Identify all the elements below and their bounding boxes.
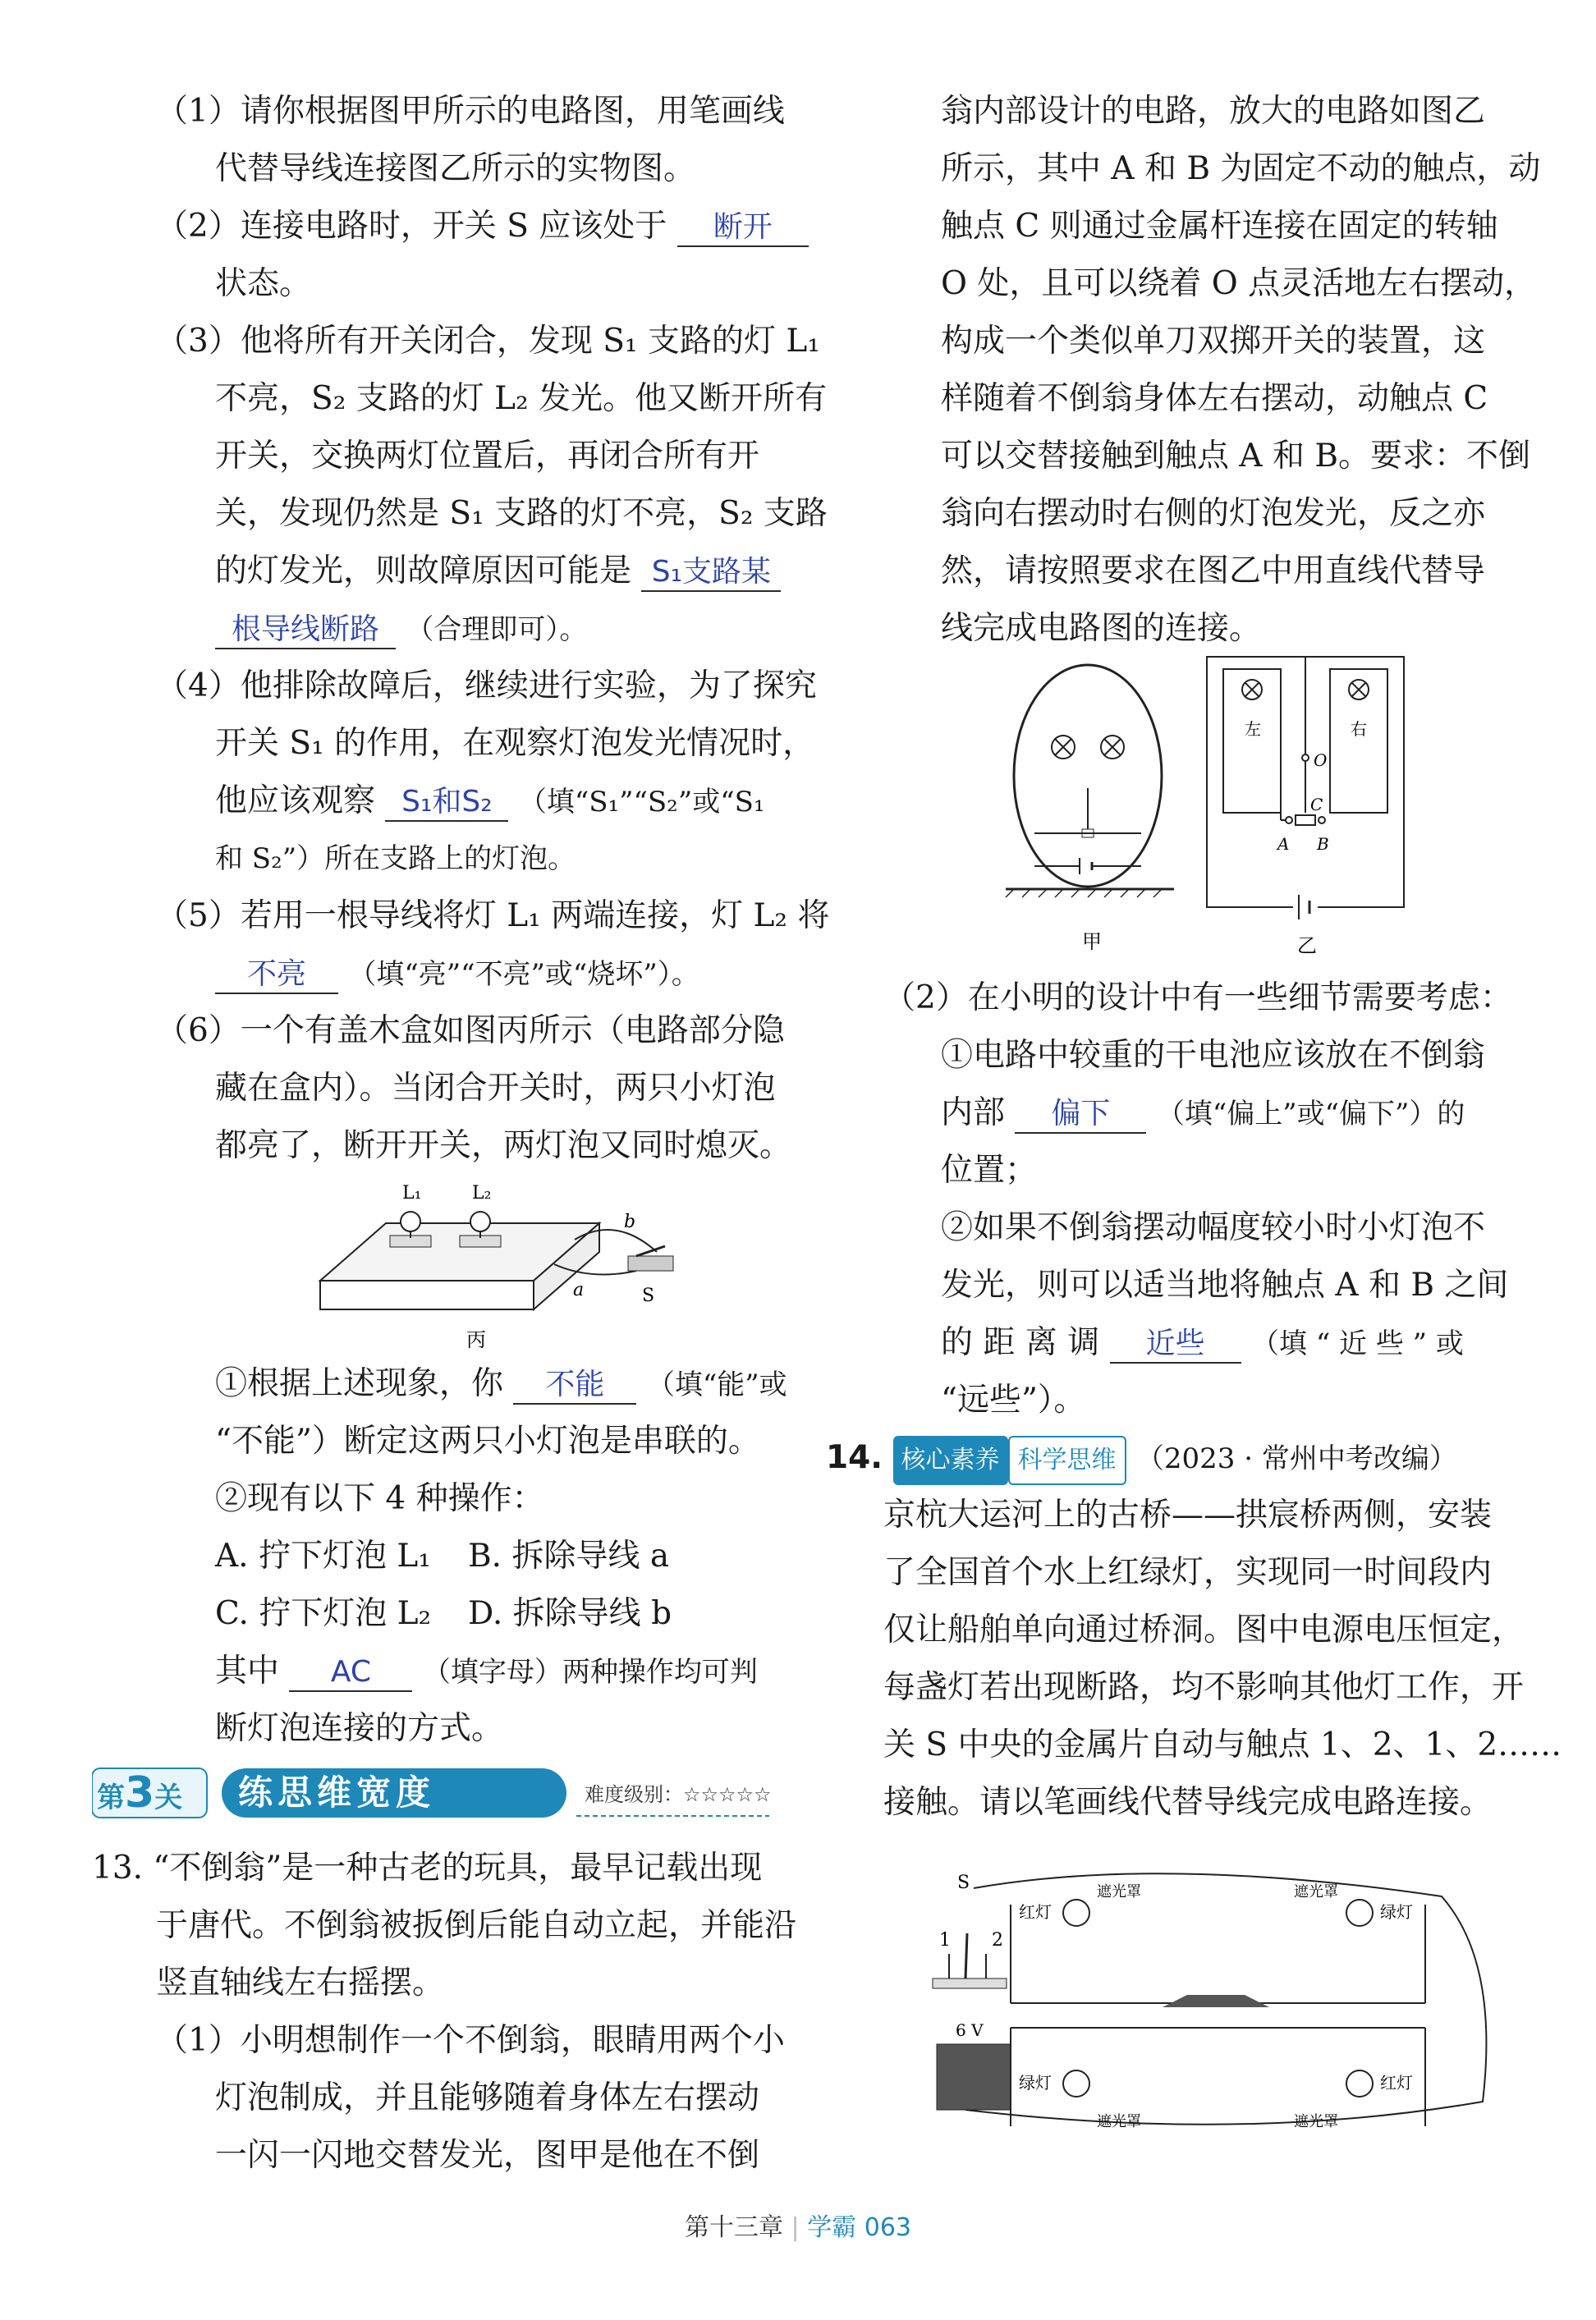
q14-number: 14. [826, 1439, 883, 1476]
footer-brand: 学霸 [807, 2213, 857, 2242]
q13-cont-1: 翁内部设计的电路，放大的电路如图乙 [941, 93, 1486, 130]
q13-line6: 一闪一闪地交替发光，图甲是他在不倒 [215, 2137, 760, 2174]
label-a: a [573, 1280, 585, 1300]
q3-answer-part2: 根导线断路 [215, 612, 396, 649]
q13-cont-10: 线完成电路图的连接。 [941, 610, 1262, 647]
q13-2b-line3 [941, 1320, 1464, 1367]
q13-line4: （1）小明想制作一个不倒翁，眼睛用两个小 [156, 2022, 785, 2059]
q3-text: 的灯发光，则故障原因可能是 [215, 552, 632, 589]
q3-line2: 不亮，S₂ 支路的灯 L₂ 发光。他又断开所有 [215, 380, 828, 417]
q6-3-text: 其中 [215, 1653, 280, 1690]
q6-1-text: ①根据上述现象，你 [215, 1365, 504, 1402]
q3-line3: 开关，交换两灯位置后，再闭合所有开 [215, 438, 760, 475]
q6-line1: （6）一个有盖木盒如图丙所示（电路部分隐 [156, 1012, 785, 1049]
q13-cont-7: 可以交替接触到触点 A 和 B。要求：不倒 [941, 438, 1531, 475]
q4-post: （填“S₁”“S₂”或“S₁ [518, 786, 765, 818]
q14-line5: 关 S 中央的金属片自动与触点 1、2、1、2…… [883, 1726, 1562, 1763]
banner-title: 练思维宽度 [238, 1772, 436, 1813]
figure-bridge [916, 1864, 1491, 2143]
banner-level-label [97, 1768, 182, 1818]
q13-2-line2: ①电路中较重的干电池应该放在不倒翁 [941, 1037, 1486, 1074]
q6-3-line2: 断灯泡连接的方式。 [215, 1710, 504, 1747]
q13-2b-answer: 近些 [1110, 1326, 1241, 1364]
q6-3-line1 [215, 1648, 758, 1695]
q13-cont-8: 翁向右摆动时右侧的灯泡发光，反之亦 [941, 495, 1486, 532]
label-B: B [1317, 834, 1329, 854]
q5-post: （填“亮”“不亮”或“烧坏”）。 [348, 958, 699, 991]
q6-2-line: ②现有以下 4 种操作： [215, 1480, 544, 1517]
q14-line3: 仅让船舶单向通过桥洞。图中电源电压恒定， [883, 1612, 1525, 1648]
figure-jia-yi [1002, 653, 1412, 965]
q13-2b-line2: 发光，则可以适当地将触点 A 和 B 之间 [941, 1267, 1509, 1304]
q5-answer: 不亮 [215, 956, 338, 994]
label-shade-1: 遮光罩 [1097, 1883, 1141, 1900]
banner-number: 3 [125, 1768, 155, 1818]
q13-line1: 13. “不倒翁”是一种古老的玩具，最早记载出现 [92, 1850, 763, 1887]
label-red-light-bottom: 红灯 [1380, 2073, 1413, 2093]
q2-post: 状态。 [215, 265, 312, 302]
q6-3-post: （填字母）两种操作均可判 [422, 1656, 758, 1689]
q6-1-line2: “不能”）断定这两只小灯泡是串联的。 [215, 1423, 760, 1460]
q13-2b-line4: “远些”）。 [941, 1382, 1086, 1419]
q1-line1: （1）请你根据图甲所示的电路图，用笔画线 [156, 93, 785, 130]
label-b: b [624, 1212, 636, 1232]
caption-yi: 乙 [1297, 934, 1317, 957]
q4-text: 他应该观察 [215, 782, 376, 819]
option-B: B. 拆除导线 a [468, 1538, 670, 1575]
label-green-light-bottom: 绿灯 [1019, 2073, 1052, 2093]
q13-cont-6: 样随着不倒翁身体左右摆动，动触点 C [941, 380, 1488, 417]
label-shade-3: 遮光罩 [1097, 2113, 1141, 2130]
q6-line3: 都亮了，断开开关，两灯泡又同时熄灭。 [215, 1127, 792, 1164]
label-contact-2: 2 [992, 1930, 1003, 1951]
q2-text: （2）连接电路时，开关 S 应该处于 [156, 208, 667, 245]
q2-answer: 断开 [677, 209, 809, 247]
q4-line3 [215, 778, 765, 825]
q13-2b-line1: ②如果不倒翁摆动幅度较小时小灯泡不 [941, 1209, 1486, 1246]
page-number: 063 [864, 2213, 911, 2242]
tag-scientific-thinking: 科学思维 [1008, 1436, 1126, 1485]
q13-2a-line [941, 1090, 1465, 1137]
label-L2: L₂ [472, 1183, 492, 1204]
difficulty-rating: 难度级别：☆☆☆☆☆ [585, 1783, 772, 1806]
q14-line2: 了全国首个水上红绿灯，实现同一时间段内 [883, 1554, 1493, 1591]
q14-source: （2023 · 常州中考改编） [1135, 1442, 1457, 1475]
q5-line1: （5）若用一根导线将灯 L₁ 两端连接，灯 L₂ 将 [156, 897, 830, 934]
q4-answer: S₁和S₂ [385, 784, 508, 822]
q13-cont-5: 构成一个类似单刀双掷开关的装置，这 [941, 323, 1486, 360]
label-contact-1: 1 [939, 1930, 951, 1951]
section-banner [92, 1763, 773, 1824]
q1-line2: 代替导线连接图乙所示的实物图。 [215, 150, 696, 187]
q13-line2: 于唐代。不倒翁被扳倒后能自动立起，并能沿 [156, 1907, 797, 1944]
q4-line2: 开关 S₁ 的作用，在观察灯泡发光情况时， [215, 725, 815, 762]
q13-cont-4: O 处，且可以绕着 O 点灵活地左右摆动， [941, 265, 1537, 302]
footer-chapter: 第十三章 [684, 2213, 783, 2242]
q6-1-post: （填“能”或 [646, 1369, 787, 1401]
q4-line4: 和 S₂”）所在支路上的灯泡。 [215, 842, 576, 875]
label-O: O [1314, 750, 1328, 770]
tag-core-literacy: 核心素养 [893, 1436, 1008, 1485]
q3-line4: 关，发现仍然是 S₁ 支路的灯不亮，S₂ 支路 [215, 495, 828, 532]
q14-line6: 接触。请以笔画线代替导线完成电路连接。 [883, 1784, 1493, 1821]
option-D: D. 拆除导线 b [468, 1595, 672, 1632]
label-voltage: 6 V [956, 2020, 984, 2040]
q4-line1: （4）他排除故障后，继续进行实验，为了探究 [156, 667, 817, 704]
q3-line6 [215, 606, 587, 653]
label-right: 右 [1351, 719, 1367, 739]
label-red-light-top: 红灯 [1019, 1902, 1052, 1922]
q13-2a-line2: 位置； [941, 1152, 1038, 1189]
label-shade-4: 遮光罩 [1294, 2113, 1338, 2130]
figure-bing [312, 1174, 690, 1355]
option-C: C. 拧下灯泡 L₂ [215, 1595, 432, 1632]
q5-line2 [215, 951, 699, 997]
q3-answer-part1: S₁支路某 [641, 554, 781, 592]
q6-3-answer: AC [289, 1654, 412, 1692]
label-L1: L₁ [402, 1183, 422, 1204]
q6-line2: 藏在盒内）。当闭合开关时，两只小灯泡 [215, 1070, 776, 1107]
banner-post: 关 [154, 1781, 183, 1814]
q3-line1: （3）他将所有开关闭合，发现 S₁ 支路的灯 L₁ [156, 323, 820, 360]
page-footer: 第十三章 | 学霸 063 [684, 2213, 911, 2242]
label-shade-2: 遮光罩 [1294, 1883, 1338, 1900]
option-A: A. 拧下灯泡 L₁ [215, 1538, 431, 1575]
label-C: C [1310, 795, 1323, 814]
q13-cont-2: 所示，其中 A 和 B 为固定不动的触点，动 [941, 150, 1541, 187]
q13-cont-3: 触点 C 则通过金属杆连接在固定的转轴 [941, 208, 1498, 245]
q13-line3: 竖直轴线左右摇摆。 [156, 1965, 445, 2001]
caption-bing: 丙 [466, 1328, 486, 1351]
label-S: S [642, 1286, 655, 1306]
q13-2b-text: 的 距 离 调 [941, 1324, 1100, 1361]
q2-line [156, 204, 809, 250]
q6-1-line1 [215, 1361, 787, 1408]
q3-line5 [215, 548, 781, 594]
q13-2-line1: （2）在小明的设计中有一些细节需要考虑： [883, 979, 1512, 1016]
q14-line4: 每盏灯若出现断路，均不影响其他灯工作，开 [883, 1669, 1525, 1706]
q13-line5: 灯泡制成，并且能够随着身体左右摆动 [215, 2079, 760, 2116]
label-green-light-top: 绿灯 [1380, 1902, 1413, 1922]
q13-2a-post: （填“偏上”或“偏下”）的 [1156, 1098, 1465, 1130]
q3-post: （合理即可）。 [406, 613, 588, 646]
q14-header [826, 1435, 1457, 1485]
q6-1-answer: 不能 [513, 1367, 636, 1405]
label-left: 左 [1245, 719, 1261, 739]
label-switch-S: S [957, 1873, 970, 1893]
q13-2a-text: 内部 [941, 1094, 1006, 1131]
q13-2a-answer: 偏下 [1015, 1096, 1146, 1134]
q13-cont-9: 然，请按照要求在图乙中用直线代替导 [941, 552, 1486, 589]
q14-line1: 京杭大运河上的古桥——拱宸桥两侧，安装 [883, 1497, 1493, 1534]
label-A: A [1277, 834, 1290, 854]
q13-2b-post: （填 “ 近 些 ” 或 [1251, 1327, 1464, 1360]
caption-jia: 甲 [1082, 930, 1102, 953]
banner-pre: 第 [97, 1781, 125, 1814]
